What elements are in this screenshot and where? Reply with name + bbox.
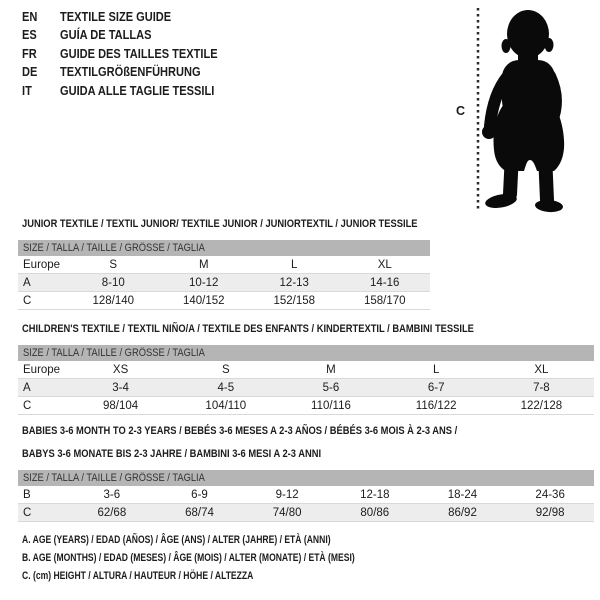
row-label: Europe [18,256,68,274]
size-header-row [18,240,430,256]
language-code: ES [22,27,37,43]
babies-textile-section [18,424,594,522]
language-title: TEXTILGRÖßENFÜHRUNG [60,64,201,80]
section-title: CHILDREN'S TEXTILE / TEXTIL NIÑO/A / TEXTILE DES ENFANTS / KINDERTEXTIL / BAMBINI TESSILE [22,323,474,335]
row-label: A [18,379,68,397]
size-header-row [18,345,594,361]
measure-legend [22,531,449,586]
table-row-europe [18,361,594,379]
section-title: BABIES 3-6 MONTH TO 2-3 YEARS / BEBÉS 3-6 MESES A 2-3 AÑOS / BÉBÉS 3-6 MOIS À 2-3 ANS / [22,425,458,437]
age-cell: 4-5 [173,379,278,397]
height-cell: 140/152 [159,292,250,310]
height-cell: 152/158 [249,292,340,310]
age-cell: 8-10 [68,274,159,292]
legend-line-a: A. AGE (YEARS) / EDAD (AÑOS) / ÂGE (ANS) / ALTER (JAHRE) / ETÀ (ANNI) [22,534,331,546]
height-cell: 128/140 [68,292,159,310]
height-cell: 98/104 [68,397,173,415]
height-cell: 62/68 [68,504,156,522]
babies-size-table [18,470,594,522]
size-cell: XS [68,361,173,379]
language-code: IT [22,82,32,98]
months-cell: 3-6 [68,486,156,504]
age-cell: 10-12 [159,274,250,292]
height-cell: 104/110 [173,397,278,415]
size-cell: S [173,361,278,379]
language-row [22,8,245,26]
language-code: FR [22,45,37,61]
months-cell: 24-36 [506,486,594,504]
row-label: C [18,504,68,522]
table-row-europe [18,256,430,274]
size-header-label: SIZE / TALLA / TAILLE / GRÖSSE / TAGLIA [23,347,205,359]
size-cell: XL [340,256,431,274]
childrens-textile-section [18,322,594,415]
height-cell: 116/122 [384,397,489,415]
language-title: TEXTILE SIZE GUIDE [60,9,172,24]
height-cell: 110/116 [278,397,383,415]
table-row-height [18,292,430,310]
language-title: GUIDA ALLE TAGLIE TESSILI [60,82,215,98]
age-cell: 12-13 [249,274,340,292]
height-cell: 158/170 [340,292,431,310]
section-title-line2: BABYS 3-6 MONATE BIS 2-3 JAHRE / BAMBINI 3-6 MESI A 2-3 ANNI [22,448,322,460]
age-cell: 6-7 [384,379,489,397]
row-label: C [18,292,68,310]
size-cell: L [384,361,489,379]
height-cell: 92/98 [506,504,594,522]
language-row [22,82,245,100]
language-title-block [22,8,245,100]
months-cell: 18-24 [419,486,507,504]
language-row [22,45,245,63]
row-label: C [18,397,68,415]
section-title: JUNIOR TEXTILE / TEXTIL JUNIOR/ TEXTILE JUNIOR / JUNIORTEXTIL / JUNIOR TESSILE [22,218,418,230]
legend-line-b: B. AGE (MONTHS) / EDAD (MESES) / ÂGE (MOIS) / ALTER (MONATE) / ETÀ (MESI) [22,552,355,565]
table-row-height [18,397,594,415]
months-cell: 12-18 [331,486,419,504]
months-cell: 6-9 [156,486,244,504]
size-header-row [18,470,594,486]
size-cell: M [278,361,383,379]
language-title: GUIDE DES TAILLES TEXTILE [60,45,218,61]
height-cell: 68/74 [156,504,244,522]
height-measure-figure [448,4,598,216]
table-row-height [18,504,594,522]
size-header-label: SIZE / TALLA / TAILLE / GRÖSSE / TAGLIA [23,242,205,254]
language-row [22,26,245,44]
height-cell: 74/80 [243,504,331,522]
age-cell: 7-8 [489,379,594,397]
height-cell: 80/86 [331,504,419,522]
row-label: A [18,274,68,292]
age-cell: 14-16 [340,274,431,292]
size-cell: L [249,256,340,274]
language-row [22,63,245,81]
row-label: Europe [18,361,68,379]
language-code: DE [22,64,38,80]
legend-line-c: C. (cm) HEIGHT / ALTURA / HAUTEUR / HÖHE / ALTEZZA [22,570,254,583]
language-title: GUÍA DE TALLAS [60,27,152,43]
height-cell: 122/128 [489,397,594,415]
months-cell: 9-12 [243,486,331,504]
age-cell: 3-4 [68,379,173,397]
junior-size-table [18,240,430,310]
size-cell: M [159,256,250,274]
size-cell: XL [489,361,594,379]
height-measure-label: C [456,104,466,118]
size-cell: S [68,256,159,274]
age-cell: 5-6 [278,379,383,397]
height-cell: 86/92 [419,504,507,522]
size-header-label: SIZE / TALLA / TAILLE / GRÖSSE / TAGLIA [23,472,205,484]
junior-textile-section [18,217,430,310]
table-row-age [18,379,594,397]
childrens-size-table [18,345,594,415]
language-code: EN [22,9,38,24]
table-row-months [18,486,594,504]
row-label: B [18,486,68,504]
toddler-silhouette-icon [448,4,598,216]
table-row-age [18,274,430,292]
